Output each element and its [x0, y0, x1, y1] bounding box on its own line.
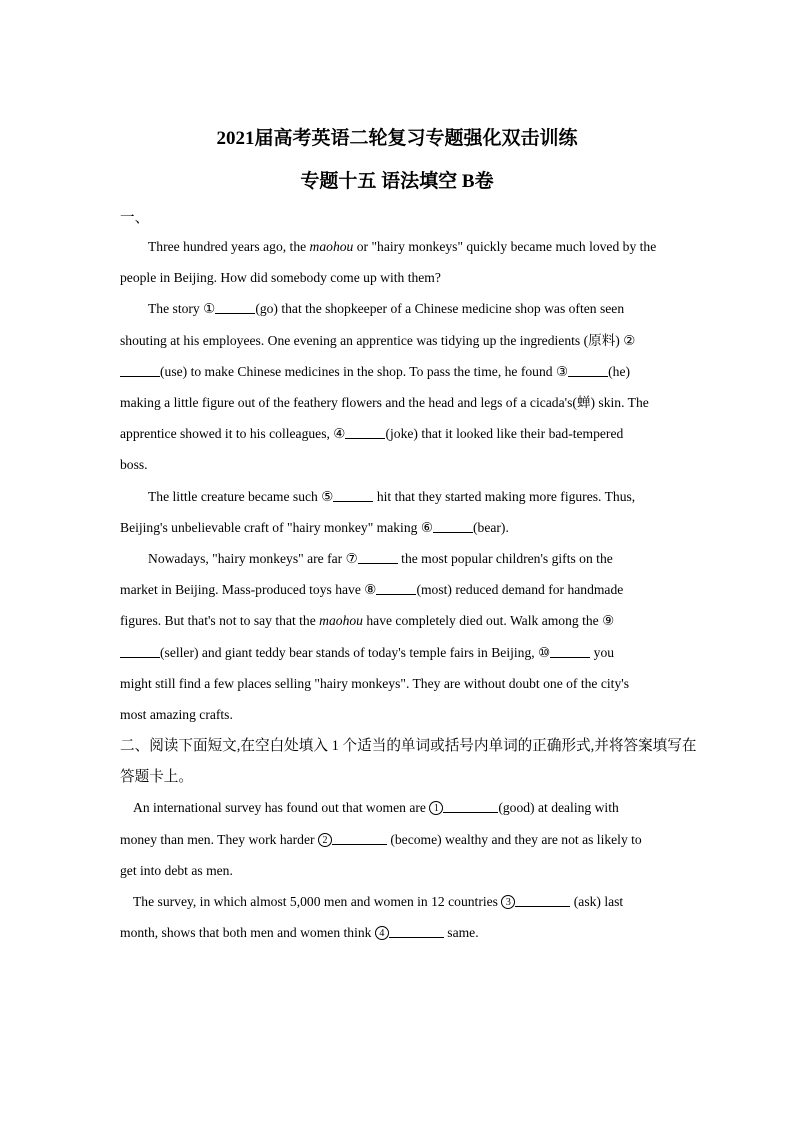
passage-1-line: people in Beijing. How did somebody come up with them?: [120, 270, 441, 285]
text-run: (use) to make Chinese medicines in the shop. To pass the time, he found ③: [160, 364, 569, 379]
text-run: (good) at dealing with: [498, 800, 619, 815]
circled-number: 2: [318, 833, 332, 847]
circled-number: 1: [429, 801, 443, 815]
text-run: same.: [443, 925, 479, 940]
answer-blank-6[interactable]: [433, 520, 473, 533]
passage-1-line: making a little figure out of the feathery flowers and the head and legs of a cicada's(蝉) skin. The: [120, 395, 649, 410]
text-run: (seller) and giant teddy bear stands of today's temple fairs in Beijing, ⑩: [160, 645, 551, 660]
text-run: (most) reduced demand for handmade: [416, 582, 624, 597]
passage-1-line: [120, 425, 680, 443]
answer-blank-s2-1[interactable]: [443, 800, 498, 813]
document-subtitle: 专题十五 语法填空 B卷: [300, 171, 494, 192]
passage-1-line: [148, 550, 680, 568]
text-run: money than men. They work harder: [120, 832, 318, 847]
passage-1-line: [148, 488, 680, 506]
answer-blank-s2-2[interactable]: [332, 832, 387, 845]
passage-1-line: boss.: [120, 457, 148, 472]
passage-2-line: get into debt as men.: [120, 863, 233, 878]
text-run: (become) wealthy and they are not as likely to: [386, 832, 642, 847]
passage-2-line: [133, 893, 680, 911]
passage-1-line: most amazing crafts.: [120, 707, 233, 722]
passage-1-line: [120, 363, 680, 381]
text-run: (joke) that it looked like their bad-tempered: [385, 426, 624, 441]
text-run: have completely died out. Walk among the ⑨: [362, 613, 615, 628]
text-run: Three hundred years ago, the: [148, 239, 310, 254]
section-2-instruction: 答题卡上。: [120, 769, 193, 785]
passage-2-line: [120, 924, 680, 942]
text-run: (he): [608, 364, 631, 379]
text-run: (go) that the shopkeeper of a Chinese medicine shop was often seen: [255, 301, 625, 316]
answer-blank-7[interactable]: [358, 551, 398, 564]
answer-blank-s2-4[interactable]: [389, 925, 444, 938]
answer-blank-5[interactable]: [333, 489, 373, 502]
circled-number: 3: [501, 895, 515, 909]
passage-2-line: [120, 831, 680, 849]
section-2-instruction: 二、阅读下面短文,在空白处填入 1 个适当的单词或括号内单词的正确形式,并将答案填写在: [120, 738, 697, 754]
text-run: month, shows that both men and women think: [120, 925, 375, 940]
answer-blank-9[interactable]: [120, 645, 160, 658]
text-run: market in Beijing. Mass-produced toys have ⑧: [120, 582, 377, 597]
text-run: (bear).: [473, 520, 509, 535]
text-run: Beijing's unbelievable craft of "hairy monkey" making ⑥: [120, 520, 434, 535]
italic-term: maohou: [319, 613, 363, 628]
answer-blank-2[interactable]: [120, 364, 160, 377]
text-run: hit that they started making more figures. Thus,: [373, 489, 636, 504]
passage-1-line: shouting at his employees. One evening an apprentice was tidying up the ingredients (原料) ②: [120, 333, 636, 348]
text-run: or "hairy monkeys" quickly became much loved by the: [353, 239, 657, 254]
answer-blank-4[interactable]: [345, 426, 385, 439]
text-run: figures. But that's not to say that the: [120, 613, 320, 628]
passage-1-line: [148, 300, 680, 318]
passage-1-line: might still find a few places selling "hairy monkeys". They are without doubt one of the city's: [120, 676, 629, 691]
text-run: The story ①: [148, 301, 216, 316]
answer-blank-8[interactable]: [376, 582, 416, 595]
italic-term: maohou: [309, 239, 354, 254]
section-1-label: 一、: [120, 210, 150, 226]
answer-blank-3[interactable]: [568, 364, 608, 377]
circled-number: 4: [375, 926, 389, 940]
document-title: 2021届高考英语二轮复习专题强化双击训练: [216, 128, 578, 149]
answer-blank-1[interactable]: [215, 301, 255, 314]
passage-2-line: [133, 799, 680, 817]
passage-1-line: [120, 581, 680, 599]
text-run: you: [590, 645, 615, 660]
text-run: the most popular children's gifts on the: [397, 551, 613, 566]
text-run: An international survey has found out that women are: [133, 800, 430, 815]
text-run: apprentice showed it to his colleagues, ④: [120, 426, 346, 441]
text-run: Nowadays, "hairy monkeys" are far ⑦: [148, 551, 358, 566]
answer-blank-10[interactable]: [550, 645, 590, 658]
text-run: (ask) last: [570, 894, 624, 909]
passage-1-line: [120, 519, 680, 537]
answer-blank-s2-3[interactable]: [515, 894, 570, 907]
text-run: The survey, in which almost 5,000 men and women in 12 countries: [133, 894, 502, 909]
passage-1-line: [148, 238, 680, 256]
passage-1-line: [120, 612, 680, 630]
passage-1-line: [120, 644, 680, 662]
text-run: The little creature became such ⑤: [148, 489, 334, 504]
